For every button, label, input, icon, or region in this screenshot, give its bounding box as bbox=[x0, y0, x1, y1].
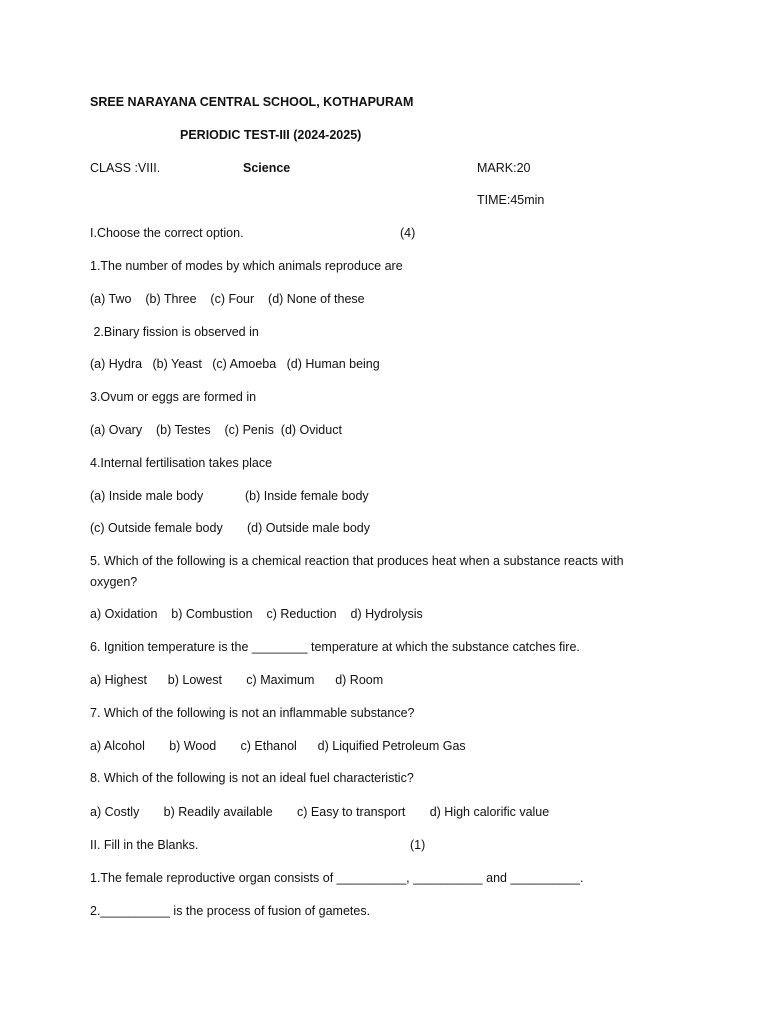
question-3-options: (a) Ovary (b) Testes (c) Penis (d) Oviduct bbox=[90, 423, 342, 437]
question-2: 2.Binary fission is observed in bbox=[90, 325, 259, 339]
class-label: CLASS :VIII. bbox=[90, 161, 161, 175]
question-4: 4.Internal fertilisation takes place bbox=[90, 456, 273, 470]
question-1: 1.The number of modes by which animals reproduce are bbox=[90, 259, 403, 273]
question-1-options: (a) Two (b) Three (c) Four (d) None of these bbox=[90, 292, 365, 306]
question-5-cont: oxygen? bbox=[90, 575, 138, 589]
question-4-option-a: (a) Inside male body bbox=[90, 489, 204, 503]
question-2-options: (a) Hydra (b) Yeast (c) Amoeba (d) Human being bbox=[90, 357, 380, 371]
question-4-option-c: (c) Outside female body bbox=[90, 521, 223, 535]
question-7: 7. Which of the following is not an inflammable substance? bbox=[90, 706, 415, 720]
section1-marks: (4) bbox=[400, 226, 416, 240]
section2-title: II. Fill in the Blanks. bbox=[90, 838, 199, 852]
fill-question-2: 2.__________ is the process of fusion of gametes. bbox=[90, 904, 371, 918]
subject-label: Science bbox=[243, 161, 291, 175]
question-5-options: a) Oxidation b) Combustion c) Reduction d) Hydrolysis bbox=[90, 607, 423, 621]
question-3: 3.Ovum or eggs are formed in bbox=[90, 390, 257, 404]
section1-title: I.Choose the correct option. bbox=[90, 226, 244, 240]
question-5: 5. Which of the following is a chemical reaction that produces heat when a substance reacts with bbox=[90, 554, 624, 568]
time-label: TIME:45min bbox=[477, 193, 545, 207]
question-8: 8. Which of the following is not an ideal fuel characteristic? bbox=[90, 771, 414, 785]
question-4-option-b: (b) Inside female body bbox=[245, 489, 369, 503]
school-name: SREE NARAYANA CENTRAL SCHOOL, KOTHAPURAM bbox=[90, 95, 414, 109]
question-6-options: a) Highest b) Lowest c) Maximum d) Room bbox=[90, 673, 384, 687]
section2-marks: (1) bbox=[410, 838, 426, 852]
question-4-option-d: (d) Outside male body bbox=[247, 521, 370, 535]
test-title: PERIODIC TEST-III (2024-2025) bbox=[180, 128, 362, 142]
question-6: 6. Ignition temperature is the ________ temperature at which the substance catches fire. bbox=[90, 640, 580, 654]
question-8-options: a) Costly b) Readily available c) Easy to transport d) High calorific value bbox=[90, 805, 550, 819]
fill-question-1: 1.The female reproductive organ consists of __________, __________ and __________. bbox=[90, 871, 584, 885]
question-7-options: a) Alcohol b) Wood c) Ethanol d) Liquified Petroleum Gas bbox=[90, 739, 466, 753]
mark-label: MARK:20 bbox=[477, 161, 531, 175]
